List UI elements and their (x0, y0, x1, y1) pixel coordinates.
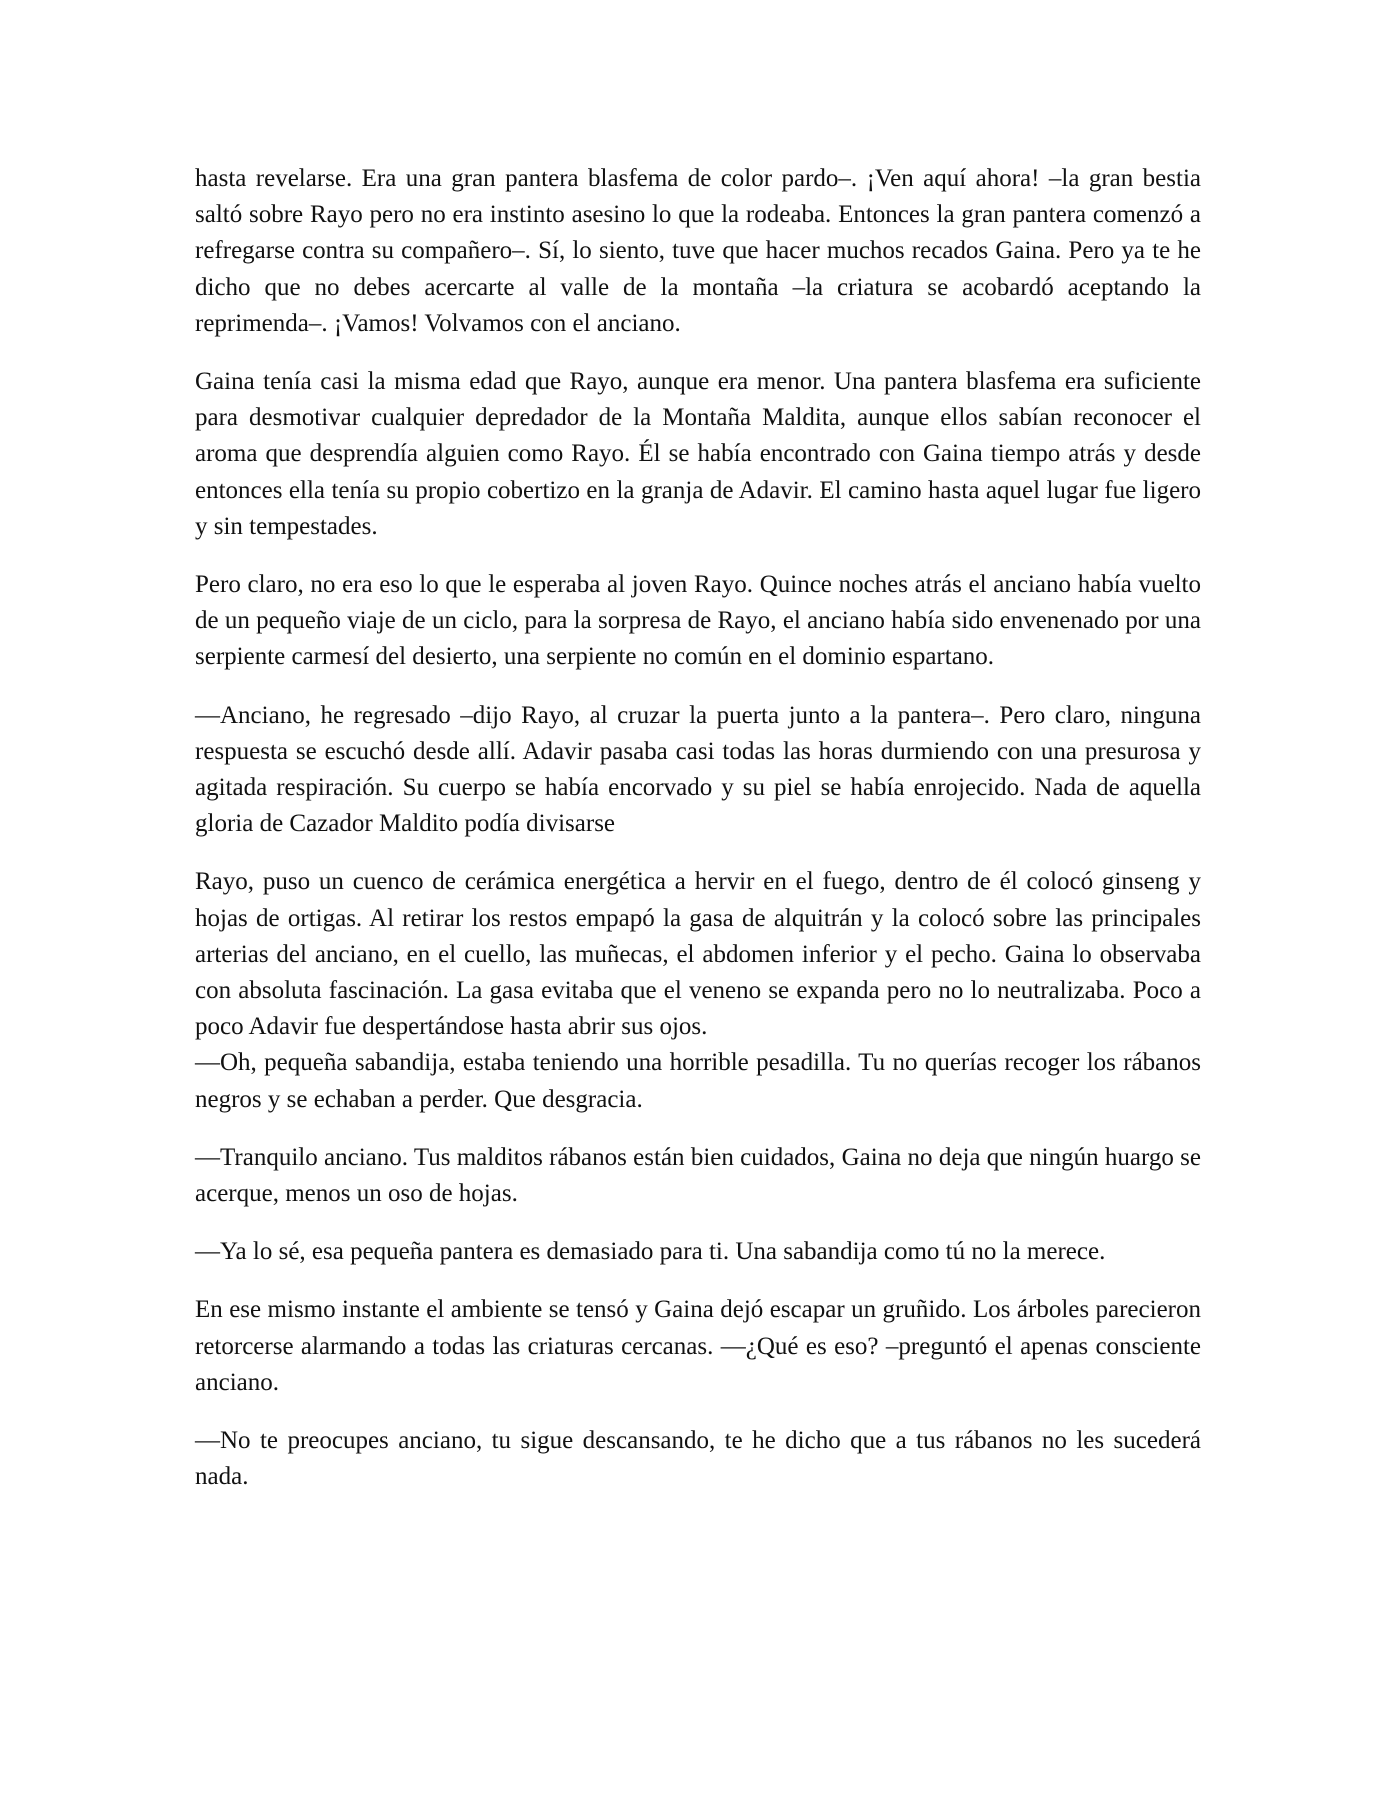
paragraph (195, 1140, 1201, 1212)
paragraph (195, 1234, 1201, 1270)
paragraph-text: —Anciano, he regresado –dijo Rayo, al cruzar la puerta junto a la pantera–. Pero claro, ninguna respuesta se escuchó desde allí. Adavir pasaba casi todas las horas durmiendo con una presurosa y agitada respiración. Su cuerpo se había encorvado y su piel se había enrojecido. Nada de aquella gloria de Cazador Maldito podía divisarse (195, 701, 1201, 838)
paragraph (195, 864, 1201, 1117)
paragraph-text: hasta revelarse. Era una gran pantera blasfema de color pardo–. ¡Ven aquí ahora! –la gran bestia saltó sobre Rayo pero no era instinto asesino lo que la rodeaba. Entonces la gran pantera comenzó a refregarse contra su compañero–. Sí, lo siento, tuve que hacer muchos recados Gaina. Pero ya te he dicho que no debes acercarte al valle de la montaña –la criatura se acobardó aceptando la reprimenda–. ¡Vamos! Volvamos con el anciano. (195, 165, 1201, 337)
paragraph-text: Gaina tenía casi la misma edad que Rayo, aunque era menor. Una pantera blasfema era suficiente para desmotivar cualquier depredador de la Montaña Maldita, aunque ellos sabían reconocer el aroma que desprendía alguien como Rayo. Él se había encontrado con Gaina tiempo atrás y desde entonces ella tenía su propio cobertizo en la granja de Adavir. El camino hasta aquel lugar fue ligero y sin tempestades. (195, 368, 1201, 540)
paragraph (195, 698, 1201, 843)
paragraph (195, 1292, 1201, 1401)
paragraph (195, 1423, 1201, 1495)
paragraph (195, 364, 1201, 545)
paragraph-text: Pero claro, no era eso lo que le esperaba al joven Rayo. Quince noches atrás el anciano había vuelto de un pequeño viaje de un ciclo, para la sorpresa de Rayo, el anciano había sido envenenado por una serpiente carmesí del desierto, una serpiente no común en el dominio espartano. (195, 571, 1201, 671)
dialogue-text: —Oh, pequeña sabandija, estaba teniendo una horrible pesadilla. Tu no querías recoger los rábanos negros y se echaban a perder. Que desgracia. (195, 1049, 1201, 1113)
dialogue-text: —No te preocupes anciano, tu sigue descansando, te he dicho que a tus rábanos no les sucederá nada. (195, 1427, 1201, 1491)
paragraph (195, 567, 1201, 676)
paragraph-text: Rayo, puso un cuenco de cerámica energética a hervir en el fuego, dentro de él colocó ginseng y hojas de ortigas. Al retirar los restos empapó la gasa de alquitrán y la colocó sobre las principales arterias del anciano, en el cuello, las muñecas, el abdomen inferior y el pecho. Gaina lo observaba con absoluta fascinación. La gasa evitaba que el veneno se expanda pero no lo neutralizaba. Poco a poco Adavir fue despertándose hasta abrir sus ojos. (195, 868, 1201, 1041)
paragraph (195, 161, 1201, 342)
paragraph-text: En ese mismo instante el ambiente se tensó y Gaina dejó escapar un gruñido. Los árboles parecieron retorcerse alarmando a todas las criaturas cercanas. —¿Qué es eso? –preguntó el apenas consciente anciano. (195, 1296, 1201, 1396)
document-page (195, 161, 1201, 1518)
dialogue-text: —Ya lo sé, esa pequeña pantera es demasiado para ti. Una sabandija como tú no la merece. (195, 1238, 1106, 1266)
dialogue-text: —Tranquilo anciano. Tus malditos rábanos están bien cuidados, Gaina no deja que ningún huargo se acerque, menos un oso de hojas. (195, 1143, 1201, 1208)
